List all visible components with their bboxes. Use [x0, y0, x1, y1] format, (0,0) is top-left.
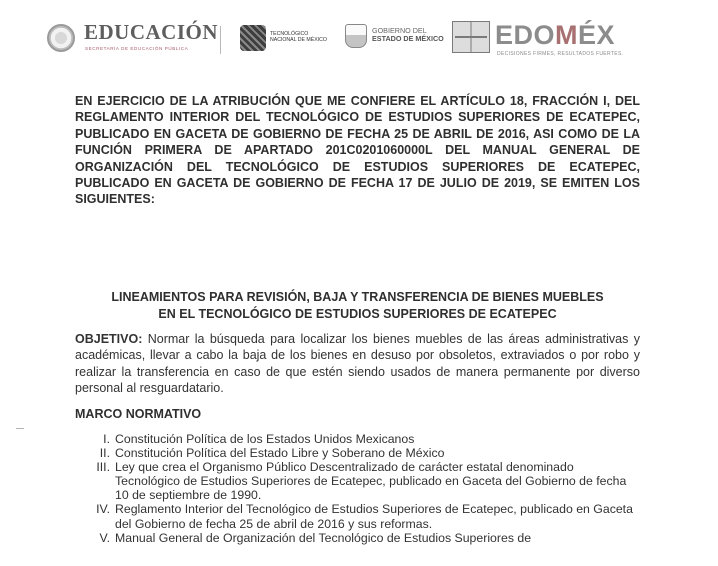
tecnm-logo: [240, 25, 266, 51]
marco-normativo-list: [75, 432, 640, 545]
tecnm-logo-text: [270, 31, 327, 43]
gobierno-line2: ESTADO DE MÉXICO: [372, 34, 444, 43]
list-item-number: I.: [103, 432, 110, 446]
list-item: [75, 432, 640, 446]
document-heading: [75, 289, 640, 322]
list-item: [75, 502, 640, 530]
list-item: [75, 446, 640, 460]
objetivo-paragraph: [75, 331, 640, 397]
list-item: [75, 531, 640, 545]
tecnm-line1: TECNOLÓGICO: [270, 31, 309, 37]
educacion-logo-subtitle: SECRETARÍA DE EDUCACIÓN PÚBLICA: [85, 46, 189, 51]
list-item-text: Constitución Política del Estado Libre y Soberano de México: [115, 446, 445, 461]
list-item-number: V.: [99, 530, 110, 545]
mexico-seal-logo: [47, 24, 75, 52]
tecnm-line2: NACIONAL DE MÉXICO: [270, 37, 327, 43]
intro-paragraph: EN EJERCICIO DE LA ATRIBUCIÓN QUE ME CONFIERE EL ARTÍCULO 18, FRACCIÓN I, DEL REGLAMENTO INTERIOR DEL TECNOLÓGICO DE ESTUDIOS SUPERIORES DE ECATEPEC, PUBLICADO EN GACETA DE GOBIERNO DE FECHA 25 DE ABRIL DE 2016, ASI COMO DE LA FUNCIÓN PRIMERA DE APARTADO 201C0201060000L DEL MANUAL GENERAL DE ORGANIZACIÓN DEL TECNOLÓGICO DE ESTUDIOS SUPERIORES DE ECATEPEC, PUBLICADO EN GACETA DE GOBIERNO DE FECHA 17 DE JULIO DE 2019, SE EMITEN LOS SIGUIENTES:: [75, 94, 640, 207]
heading-line1: LINEAMIENTOS PARA REVISIÓN, BAJA Y TRANSFERENCIA DE BIENES MUEBLES: [111, 290, 604, 304]
marco-normativo-title: MARCO NORMATIVO: [75, 407, 202, 421]
list-item-number: IV.: [96, 502, 110, 517]
edomex-crest-logo: [452, 21, 490, 53]
list-item-number: III.: [96, 460, 110, 475]
gobierno-line1: GOBIERNO DEL: [372, 26, 427, 35]
edomex-mark: M: [555, 20, 579, 50]
gobierno-emblem-logo: [345, 24, 367, 48]
margin-mark: [16, 428, 24, 429]
objetivo-label: OBJETIVO:: [75, 332, 143, 346]
heading-line2: EN EL TECNOLÓGICO DE ESTUDIOS SUPERIORES DE ECATEPEC: [158, 306, 557, 321]
objetivo-text: Normar la búsqueda para localizar los bienes muebles de las áreas administrativas y académicas, llevar a cabo la baja de los bienes en desuso por obsoletos, extraviados o por robo y realizar la transferencia en caso de que estén siendo usados de manera permanente por diverso personal al resguardatario.: [75, 332, 640, 396]
list-item-number: II.: [99, 446, 110, 461]
educacion-logo-title: EDUCACIÓN: [84, 20, 219, 44]
letterhead: [0, 0, 718, 75]
logo-divider: [220, 26, 221, 54]
gobierno-logo-text: [372, 27, 444, 43]
edomex-logo-word: [495, 20, 615, 50]
edomex-suffix: ÉX: [578, 20, 616, 50]
list-item: [75, 460, 640, 502]
list-item-text: Manual General de Organización del Tecnológico de Estudios Superiores de: [115, 530, 532, 545]
list-item-text: Constitución Política de los Estados Unidos Mexicanos: [115, 432, 415, 446]
list-item-text: Ley que crea el Organismo Público Descentralizado de carácter estatal denominado Tecnológico de Estudios Superiores de Ecatepec, publicado en Gaceta del Gobierno de fecha 10 de septiembre de 1990.: [115, 460, 627, 503]
edomex-slogan: DECISIONES FIRMES, RESULTADOS FUERTES.: [497, 51, 624, 57]
list-item-text: Reglamento Interior del Tecnológico de Estudios Superiores de Ecatepec, publicado en Gaceta del Gobierno de fecha 25 de abril de 2016 y sus reformas.: [115, 502, 633, 531]
edomex-prefix: EDO: [495, 20, 556, 50]
